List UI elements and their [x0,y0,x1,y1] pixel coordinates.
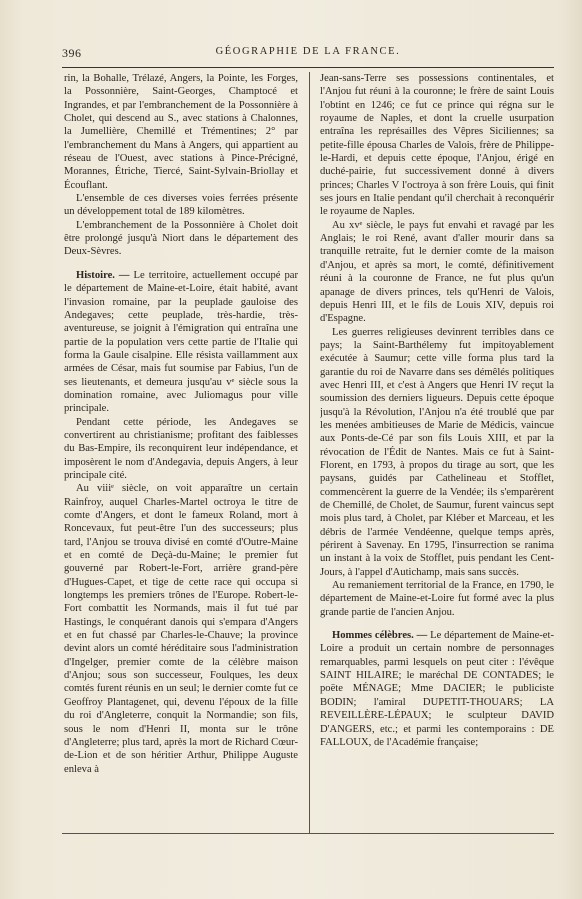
histoire-continued-paragraph: Jean-sans-Terre ses possessions continentales, et l'Anjou fut réuni à la couronne; le frère de saint Louis l'obtint en 1246; ce fut ce prince qui régna sur le royaume de Naples, et dont la cruelle usurpation entraîna les représailles des Vêpres Siciliennes; sa petite-fille épousa Charles de Valois, frère de Philippe-le-Hardi, et depuis cette époque, l'Anjou, érigé en duché-pairie, fut successivement donné à divers princes; Charles V l'octroya à son frère Louis, qui finit ses jours en Italie pendant qu'il cherchait à reconquérir le royaume de Naples. [320,73,554,218]
religious-wars-paragraph: Les guerres religieuses devinrent terribles dans ce pays; la Saint-Barthélemy fut impitoyablement exécutée à Saumur; cette ville forma plus tard la garantie du roi de Navarre dans ses démêlés politiques avec Henri III, et c'est à Angers que Henri IV reçut la soumission des derniers ligueurs. Depuis cette époque jusqu'à la Révolution, l'Anjou n'a été troublé que par les menées ambitieuses de Marie de Médicis, vaincue aux Ponts-de-Cé par son fils Louis XIII, et par la révocation de l'Édit de Nantes. Mais ce fut à Saint-Florent, en 1793, à propos du tirage au sort, que les paysans, guidés par Cathelineau et Stofflet, commencèrent la guerre de la Vendée; ils s'emparèrent de Chemillé, de Cholet, de Saumur, furent vaincus sept mois plus tard, à Cholet, par Kléber et Marceau, et les débris de l'armée Vendéenne, quelque temps après, périrent à Savenay. En 1795, l'insurrection se ranima un instant à la voix de Stofflet, puis pendant les Cent-Jours, à l'appel d'Autichamp, mais sans succès. [320,326,554,578]
hommes-paragraph [320,629,554,749]
railway-total-paragraph: L'ensemble de ces diverses voies ferrées présente un développement total de 189 kilomètres. [64,193,298,218]
column-divider [309,72,310,833]
footer-rule [62,833,554,834]
histoire-paragraph-2: Pendant cette période, les Andegaves se convertirent au christianisme; profitant des faiblesses du Bas-Empire, ils reconquirent leur indépendance, et imposèrent le nom d'Andegavia, depuis Angers, à leur principale cité. [64,416,298,481]
left-column [64,72,298,835]
running-title: GÉOGRAPHIE DE LA FRANCE. [215,46,401,57]
railway-paragraph: rin, la Bohalle, Trélazé, Angers, la Pointe, les Forges, la Possonnière, Saint-Georges, Champtocé et Ingrandes, et par l'embranchement de la Possonnière à Cholet, qui descend au S., avec stations à Chalonnes, la Jumellière, Chemillé et Trémentines; 2° par l'embranchement du Mans à Angers, qui appartient au réseau de l'Ouest, avec stations à Pince-Précigné, Morannes, Étriche, Tiercé, Saint-Sylvain-Briollay et Écouflant. [64,73,298,191]
page-number: 396 [62,46,82,60]
histoire-paragraph [64,269,298,416]
railway-extension-paragraph: L'embranchement de la Possonnière à Cholet doit être prolongé jusqu'à Niort dans le département des Deux-Sèvres. [64,219,298,258]
histoire-text: Le territoire, actuellement occupé par le département de Maine-et-Loire, était habité, avant l'invasion romaine, par la peuplade gauloise des Andegaves; cette peuplade, très-hardie, très-aventureuse, se joignit à l'émigration qui entraîna une partie de la population vers cette partie de l'Italie qui forma la Gaule cisalpine. Elle résista vaillamment aux armées de César, mais fut soumise par Fabius, l'un de ses lieutenants, et demeura jusqu'au vᵉ siècle sous la domination romaine, avec Juliomagus pour ville principale. [64,269,298,415]
page-header [62,46,554,62]
right-column [320,72,554,835]
header-rule [62,67,554,68]
histoire-heading: Histoire. — [76,269,130,281]
hommes-text: Le département de Maine-et-Loire a produit un certain nombre de personnages remarquables, parmi lesquels on peut citer : l'évêque SAINT HILAIRE; le maréchal DE CONTADES; le poëte MÉNAGE; Mme DACIER; le publiciste BODIN; l'amiral DUPETIT-THOUARS; LA REVEILLÈRE-LÉPAUX; le sculpteur DAVID D'ANGERS, etc.; et parmi les contemporains : DE FALLOUX, de l'Académie française; [320,630,554,748]
histoire-paragraph-3: Au viiiᵉ siècle, on voit apparaître un certain Rainfroy, auquel Charles-Martel octroya le titre de comte d'Angers, et dont le fameux Roland, mort à Roncevaux, fut peut-être l'un des successeurs; plus tard, l'Anjou se trouva divisé en comté d'Outre-Maine et en comté de Deçà-du-Maine; le premier fut gouverné par Robert-le-Fort, arrière grand-père d'Hugues-Capet, et tige de cette race qui occupa si longtemps les premiers trônes de l'Europe. Robert-le-Fort combattit les Normands, mais il fut tué par Hastings, le conquérant danois qui s'empara d'Angers et en fut chassé par Charles-le-Chauve; la province devint alors un comté héréditaire sous l'administration d'Ingelger, premier comte de la célèbre maison d'Anjou; sous son successeur, Foulques, les deux comtés furent réunis en un seul; le dernier comte fut ce Geoffroy Plantagenet, qui, devenu l'époux de la fille du roi d'Angleterre, conquit la Normandie; son fils, sous le nom d'Henri II, monta sur le trône d'Angleterre; plus tard, après la mort de Richard Cœur-de-Lion et de son héritier Arthur, Philippe Auguste enleva à [64,483,298,775]
hommes-heading: Hommes célèbres. — [332,630,428,642]
territorial-paragraph: Au remaniement territorial de la France, en 1790, le département de Maine-et-Loire fut formé avec la plus grande partie de l'ancien Anjou. [320,580,554,618]
xv-century-paragraph: Au xvᵉ siècle, le pays fut envahi et ravagé par les Anglais; le roi René, avant d'aller mourir dans sa tranquille retraite, fut le dernier comte de la maison d'Anjou, et après sa mort, le comté, définitivement réuni à la couronne de France, ne fut plus qu'un apanage de divers princes, tels qu'Henri de Valois, depuis Henri III, et le fils de Louis XIV, depuis roi d'Espagne. [320,219,554,325]
